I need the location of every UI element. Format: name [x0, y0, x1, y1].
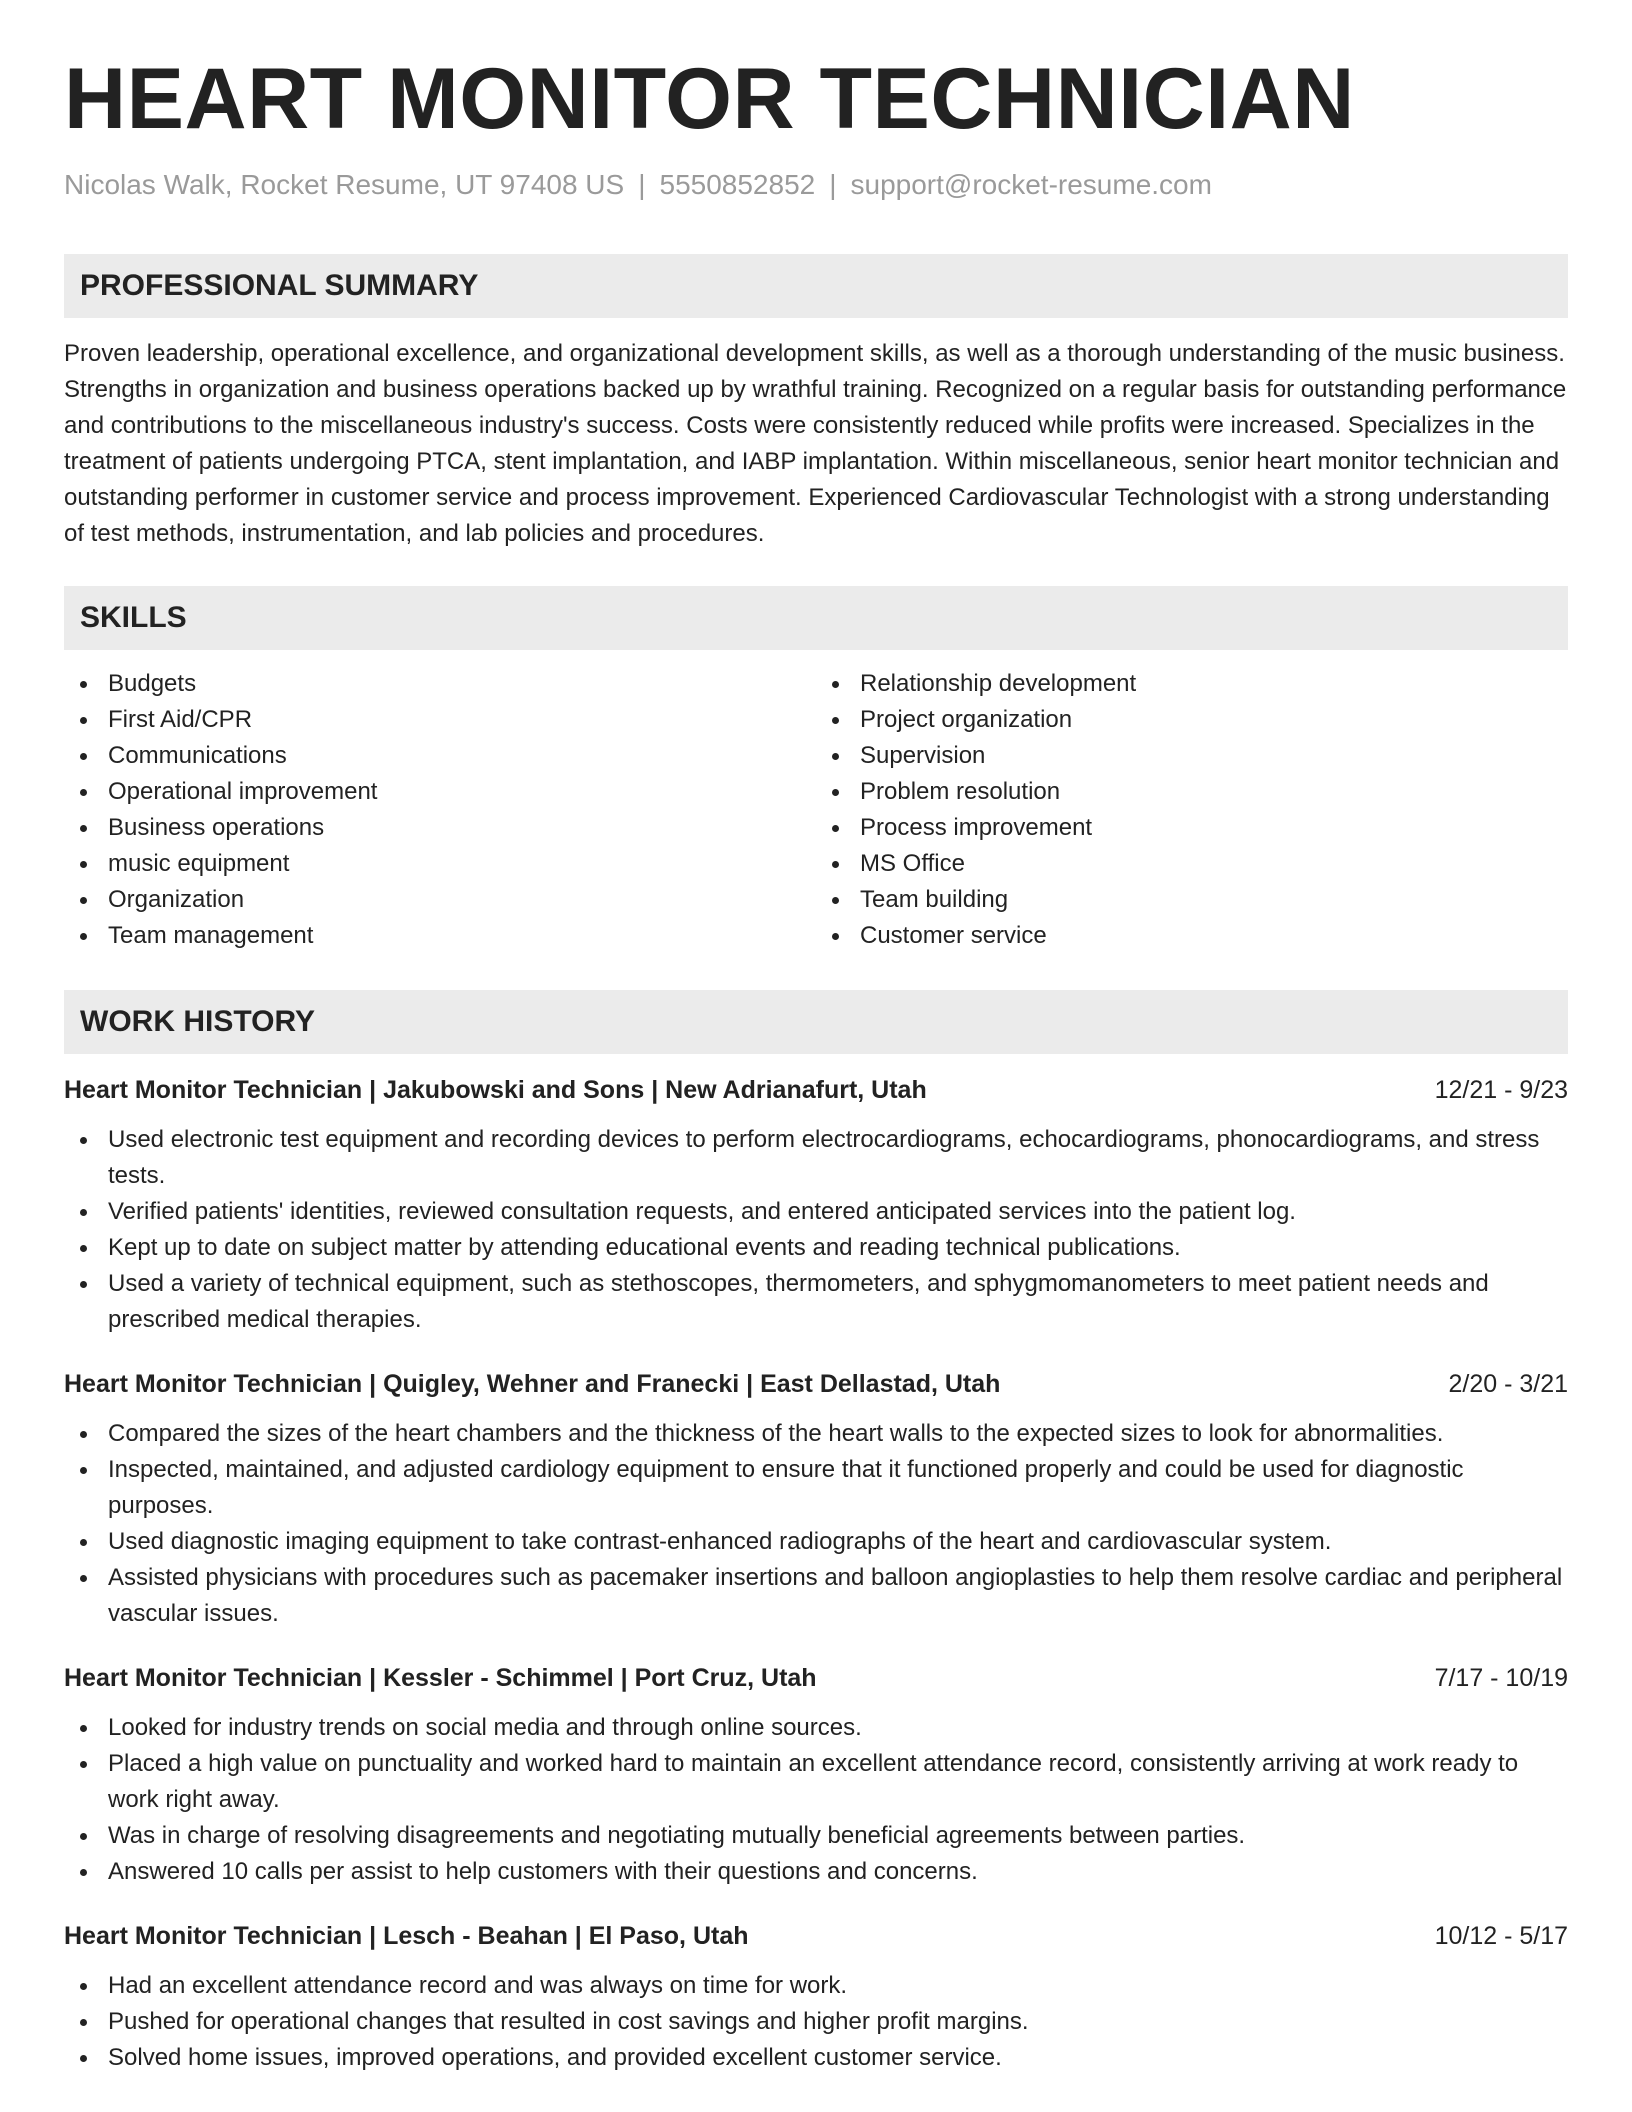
skill-item: Budgets — [64, 666, 816, 702]
job-dates: 12/21 - 9/23 — [1434, 1075, 1568, 1104]
job-bullet: Used electronic test equipment and recording devices to perform electrocardiograms, echocardiograms, phonocardiograms, and stress tests. — [64, 1122, 1568, 1194]
skills-list — [64, 666, 1568, 954]
job-bullet: Had an excellent attendance record and was always on time for work. — [64, 1968, 1568, 2004]
job-bullets — [64, 1710, 1568, 1890]
skill-item: Problem resolution — [816, 774, 1568, 810]
job-bullet: Pushed for operational changes that resulted in cost savings and higher profit margins. — [64, 2004, 1568, 2040]
job-bullets — [64, 1968, 1568, 2076]
skill-item: Process improvement — [816, 810, 1568, 846]
job-dates: 7/17 - 10/19 — [1434, 1663, 1568, 1692]
job-bullet: Placed a high value on punctuality and worked hard to maintain an excellent attendance record, consistently arriving at work ready to work right away. — [64, 1746, 1568, 1818]
skill-item: Project organization — [816, 702, 1568, 738]
job-bullet: Answered 10 calls per assist to help customers with their questions and concerns. — [64, 1854, 1568, 1890]
resume-name: HEART MONITOR TECHNICIAN — [64, 51, 1355, 147]
skill-item: Organization — [64, 882, 816, 918]
job-entry — [64, 1366, 1568, 1632]
job-header — [64, 1366, 1568, 1402]
job-bullet: Compared the sizes of the heart chambers and the thickness of the heart walls to the expected sizes to look for abnormalities. — [64, 1416, 1568, 1452]
summary-text: Proven leadership, operational excellence, and organizational development skills, as well as a thorough understanding of the music business. Strengths in organization and business operations backed up by wrathful training. Recognized on a regular basis for outstanding performance and contributions to the miscellaneous industry's success. Costs were consistently reduced while profits were increased. Specializes in the treatment of patients undergoing PTCA, stent implantation, and IABP implantation. Within miscellaneous, senior heart monitor technician and outstanding performer in customer service and process improvement. Experienced Cardiovascular Technologist with a strong understanding of test methods, instrumentation, and lab policies and procedures. — [64, 339, 1567, 547]
skills-column-right — [816, 666, 1568, 954]
job-bullets — [64, 1416, 1568, 1632]
skill-item: music equipment — [64, 846, 816, 882]
skill-item: Supervision — [816, 738, 1568, 774]
skills-column-left — [64, 666, 816, 954]
skill-item: First Aid/CPR — [64, 702, 816, 738]
job-title: Heart Monitor Technician | Lesch - Beahan | El Paso, Utah — [64, 1921, 749, 1950]
job-bullet: Used diagnostic imaging equipment to take contrast-enhanced radiographs of the heart and cardiovascular system. — [64, 1524, 1568, 1560]
section-heading-skills: SKILLS — [64, 586, 1568, 650]
skill-item: Customer service — [816, 918, 1568, 954]
job-header — [64, 1072, 1568, 1108]
job-bullet: Verified patients' identities, reviewed consultation requests, and entered anticipated services into the patient log. — [64, 1194, 1568, 1230]
skill-item: Operational improvement — [64, 774, 816, 810]
job-title: Heart Monitor Technician | Kessler - Schimmel | Port Cruz, Utah — [64, 1663, 817, 1692]
contact-separator: | — [829, 169, 837, 200]
job-entry — [64, 1072, 1568, 1338]
skill-item: Business operations — [64, 810, 816, 846]
job-bullet: Used a variety of technical equipment, such as stethoscopes, thermometers, and sphygmomanometers to meet patient needs and prescribed medical therapies. — [64, 1266, 1568, 1338]
job-bullet: Assisted physicians with procedures such as pacemaker insertions and balloon angioplasties to help them resolve cardiac and peripheral vascular issues. — [64, 1560, 1568, 1632]
job-bullet: Looked for industry trends on social media and through online sources. — [64, 1710, 1568, 1746]
contact-line — [64, 168, 1568, 202]
section-heading-summary: PROFESSIONAL SUMMARY — [64, 254, 1568, 318]
job-dates: 10/12 - 5/17 — [1434, 1921, 1568, 1950]
job-dates: 2/20 - 3/21 — [1448, 1369, 1568, 1398]
job-title: Heart Monitor Technician | Quigley, Wehner and Franecki | East Dellastad, Utah — [64, 1369, 1001, 1398]
contact-address: Nicolas Walk, Rocket Resume, UT 97408 US — [64, 169, 625, 200]
section-heading-work-history: WORK HISTORY — [64, 990, 1568, 1054]
skill-item: Team management — [64, 918, 816, 954]
job-entry — [64, 1660, 1568, 1890]
skill-item: Team building — [816, 882, 1568, 918]
skill-item: Communications — [64, 738, 816, 774]
job-header — [64, 1918, 1568, 1954]
job-title: Heart Monitor Technician | Jakubowski and Sons | New Adrianafurt, Utah — [64, 1075, 927, 1104]
skill-item: MS Office — [816, 846, 1568, 882]
job-bullet: Kept up to date on subject matter by attending educational events and reading technical publications. — [64, 1230, 1568, 1266]
contact-phone: 5550852852 — [659, 169, 816, 200]
skill-item: Relationship development — [816, 666, 1568, 702]
job-header — [64, 1660, 1568, 1696]
job-entry — [64, 1918, 1568, 2076]
contact-email: support@rocket-resume.com — [850, 169, 1212, 200]
job-bullet: Was in charge of resolving disagreements and negotiating mutually beneficial agreements between parties. — [64, 1818, 1568, 1854]
job-bullet: Inspected, maintained, and adjusted cardiology equipment to ensure that it functioned properly and could be used for diagnostic purposes. — [64, 1452, 1568, 1524]
job-bullets — [64, 1122, 1568, 1338]
contact-separator: | — [638, 169, 646, 200]
job-bullet: Solved home issues, improved operations, and provided excellent customer service. — [64, 2040, 1568, 2076]
